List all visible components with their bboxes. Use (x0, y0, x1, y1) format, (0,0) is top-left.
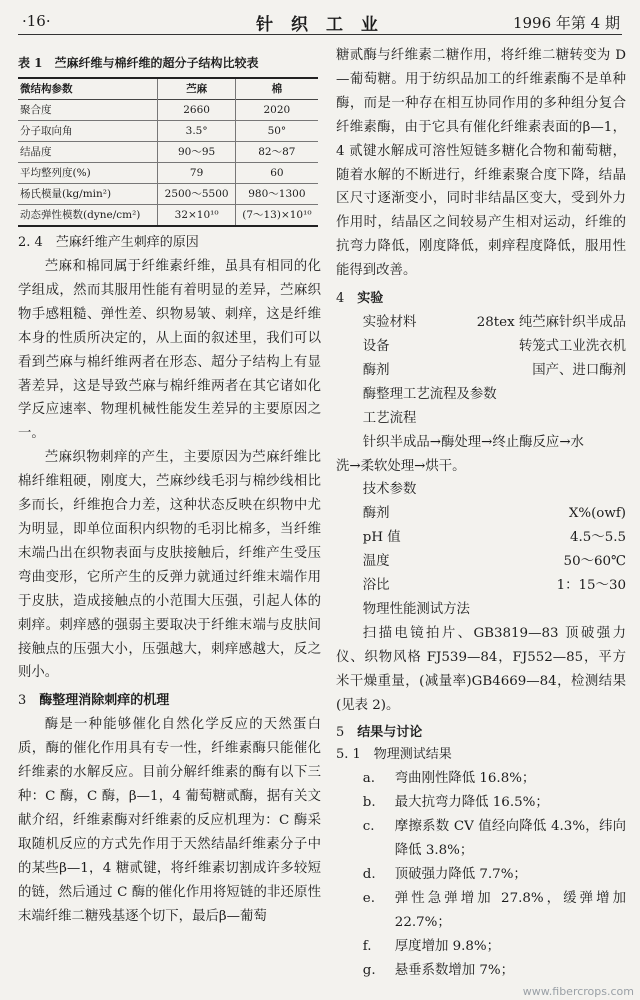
param-row (336, 526, 626, 550)
table-cell: 90～95 (158, 142, 235, 163)
value: 50～60℃ (563, 554, 626, 570)
section-title: 结果与讨论 (357, 725, 423, 741)
table-cell: 杨氏模量(kg/min²) (20, 188, 112, 200)
value: 1：15～30 (556, 578, 626, 594)
table-cell: 79 (158, 163, 235, 184)
table-cell: 动态弹性模数(dyne/cm²) (20, 209, 141, 221)
section-heading-4 (336, 289, 626, 309)
table-cell: 分子取向角 (20, 125, 73, 137)
label: 实验材料 (362, 315, 417, 331)
table-cell: 3.5° (158, 121, 235, 142)
value: 转笼式工业洗衣机 (518, 338, 626, 354)
table-header-cell: 苎麻 (158, 78, 235, 100)
result-text: 厚度增加 9.8%； (394, 938, 501, 954)
section-heading-5 (336, 723, 626, 743)
materials-row (336, 311, 626, 335)
result-item (336, 863, 626, 887)
table-header-row (18, 78, 318, 100)
result-text: 最大抗弯力降低 16.5%； (394, 795, 549, 811)
section-heading-5-1: 5. 1 物理测试结果 (336, 747, 452, 763)
enzyme-row (336, 359, 626, 383)
table-cell: 2020 (235, 100, 318, 121)
paragraph: 酶是一种能够催化自然化学反应的天然蛋白质，酶的催化作用具有专一性，纤维素酶只能催化纤维素的水解反应。目前分解纤维素的酶有以下三种：C 酶，C 酶，β—1，4 葡萄糖贰酶，据有关文献介绍，纤维素酶对纤维素的反应机理为：C 酶采取随机反应的方式先作用于天然结晶纤维素分子中的某些β—1，4 糖贰键，将纤维素切割成许多较短的链，然后通过 C 酶的催化作用将短链的非还原性末端纤维二糖残基逐个切下，最后β—葡萄 (18, 717, 321, 924)
table-row (18, 184, 318, 205)
result-text: 摩擦系数 CV 值经向降低 4.3%，纬向降低 3.8%； (394, 819, 626, 859)
result-item (336, 935, 626, 959)
flow-line: 针织半成品→酶处理→终止酶反应→水 (362, 434, 584, 450)
label: 酶剂 (362, 506, 390, 522)
label: pH 值 (362, 530, 401, 546)
value: 国产、进口酶剂 (532, 362, 626, 378)
table-cell: 50° (235, 121, 318, 142)
param-row (336, 574, 626, 598)
section-title: 实验 (357, 291, 384, 307)
test-heading: 物理性能测试方法 (362, 601, 470, 617)
paragraph: 苎麻织物刺痒的产生，主要原因为苎麻纤维比棉纤维粗硬，刚度大，苎麻纱线毛羽与棉纱线相比多而长，纤维抱合力差，这种状态反映在织物中尤为明显，即单位面积内织物的毛羽比棉多，当纤维末端凸出在织物表面与皮肤接触后，纤维产生受压弯曲变形，它所产生的反弹力就通过纤维末端作用于皮肤，造成接触点的小范围大压强，引起人体的刺痒。刺痒感的强弱主要取决于纤维末端与皮肤间接触点的压强大小，压强越大，刺痒感越大，反之则小。 (18, 450, 321, 681)
table-cell: (7～13)×10¹⁰ (235, 205, 318, 227)
paragraph: 糖贰酶与纤维素二糖作用，将纤维二糖转变为 D—葡萄糖。用于纺织品加工的纤维素酶不是单种酶，而是一种存在相互协同作用的多种组分复合纤维素酶，由于它具有催化纤维素表面的β—1，4 贰键水解成可溶性短链多糖化合物和葡萄糖，随着水解的不断进行，纤维素聚合度下降，结晶区尺寸逐渐变小，同时非结晶区变大，受到外力作用时，结晶区之间较易产生相对运动，纤维的抗弯力降低，刚度降低，刺痒程度降低，服用性能得到改善。 (336, 48, 626, 279)
table-cell: 聚合度 (20, 104, 52, 116)
watermark: www.fibercrops.com (522, 985, 634, 998)
section-heading-2-4: 2. 4 苎麻纤维产生刺痒的原因 (18, 235, 199, 250)
process-heading: 酶整理工艺流程及参数 (362, 386, 497, 402)
page-header (18, 4, 622, 35)
tech-heading: 技术参数 (362, 482, 417, 498)
label: 浴比 (362, 578, 390, 594)
table-header-cell: 棉 (235, 78, 318, 100)
table-cell: 2660 (158, 100, 235, 121)
result-text: 顶破强力降低 7.7%； (394, 867, 527, 883)
journal-title: 针 织 工 业 (256, 15, 384, 35)
result-text: 悬垂系数增加 7%； (394, 962, 515, 978)
table-cell: 82～87 (235, 142, 318, 163)
result-label: a. (362, 771, 376, 787)
paragraph: 扫描电镜拍片、GB3819—83 顶破强力仪、织物风格 FJ539—84，FJ552—85，平方米干燥重量，(减量率)GB4669—84，检测结果(见表 2)。 (336, 625, 626, 713)
result-item (336, 959, 626, 983)
result-item (336, 767, 626, 791)
value: 4.5～5.5 (570, 530, 626, 546)
right-column (336, 44, 626, 983)
value: 28tex 纯苎麻针织半成品 (476, 315, 626, 331)
result-text: 弹性急弹增加 27.8%，缓弹增加 22.7%； (394, 891, 626, 930)
page-number: ·16· (22, 12, 51, 30)
table-cell: 结晶度 (20, 146, 52, 158)
table-row (18, 100, 318, 121)
section-number: 5 (336, 725, 358, 741)
table-cell: 980～1300 (235, 184, 318, 205)
equipment-row (336, 335, 626, 359)
label: 温度 (362, 554, 390, 570)
result-label: c. (362, 819, 375, 835)
section-title: 酶整理消除刺痒的机理 (39, 693, 170, 709)
param-row (336, 550, 626, 574)
param-row (336, 502, 626, 526)
table-cell: 2500～5500 (158, 184, 235, 205)
result-label: f. (362, 938, 372, 954)
result-item (336, 815, 626, 863)
issue-label: 1996 年第 4 期 (512, 14, 620, 32)
label: 设备 (362, 338, 390, 354)
value: X%(owf) (568, 506, 626, 522)
result-label: b. (362, 795, 376, 811)
result-text: 弯曲刚性降低 16.8%； (394, 771, 536, 787)
result-item (336, 791, 626, 815)
left-column (18, 44, 321, 928)
label: 酶剂 (362, 362, 390, 378)
table-cell: 平均整列度(%) (20, 167, 91, 179)
table-cell: 60 (235, 163, 318, 184)
result-label: g. (362, 962, 376, 978)
paragraph: 苎麻和棉同属于纤维素纤维，虽具有相同的化学组成，然而其服用性能有着明显的差异，苎麻织物手感粗糙、弹性差、织物易皱、刺痒，这是纤维本身的性质所决定的，从上面的叙述里，我们可以看到苎麻与棉纤维两者在形态、超分子结构上有显著差异，这是导致苎麻与棉纤维两者在其它诸如化学反应速率、物理机械性能发生差异的主要原因之一。 (18, 259, 321, 442)
result-label: d. (362, 867, 376, 883)
flow-heading: 工艺流程 (362, 410, 417, 426)
table-row (18, 121, 318, 142)
result-item (336, 887, 626, 935)
table-row (18, 163, 318, 184)
table-caption: 表 1 苎麻纤维与棉纤维的超分子结构比较表 (18, 56, 259, 70)
section-number: 4 (336, 291, 358, 307)
section-heading-3 (18, 691, 321, 711)
structure-comparison-table (18, 77, 318, 227)
table-row (18, 142, 318, 163)
result-label: e. (362, 891, 375, 906)
section-number: 3 (18, 693, 40, 709)
table-cell: 32×10¹⁰ (158, 205, 235, 227)
table-header-cell: 微结构参数 (20, 83, 73, 95)
flow-line: 洗→柔软处理→烘干。 (336, 458, 466, 474)
table-row (18, 205, 318, 227)
